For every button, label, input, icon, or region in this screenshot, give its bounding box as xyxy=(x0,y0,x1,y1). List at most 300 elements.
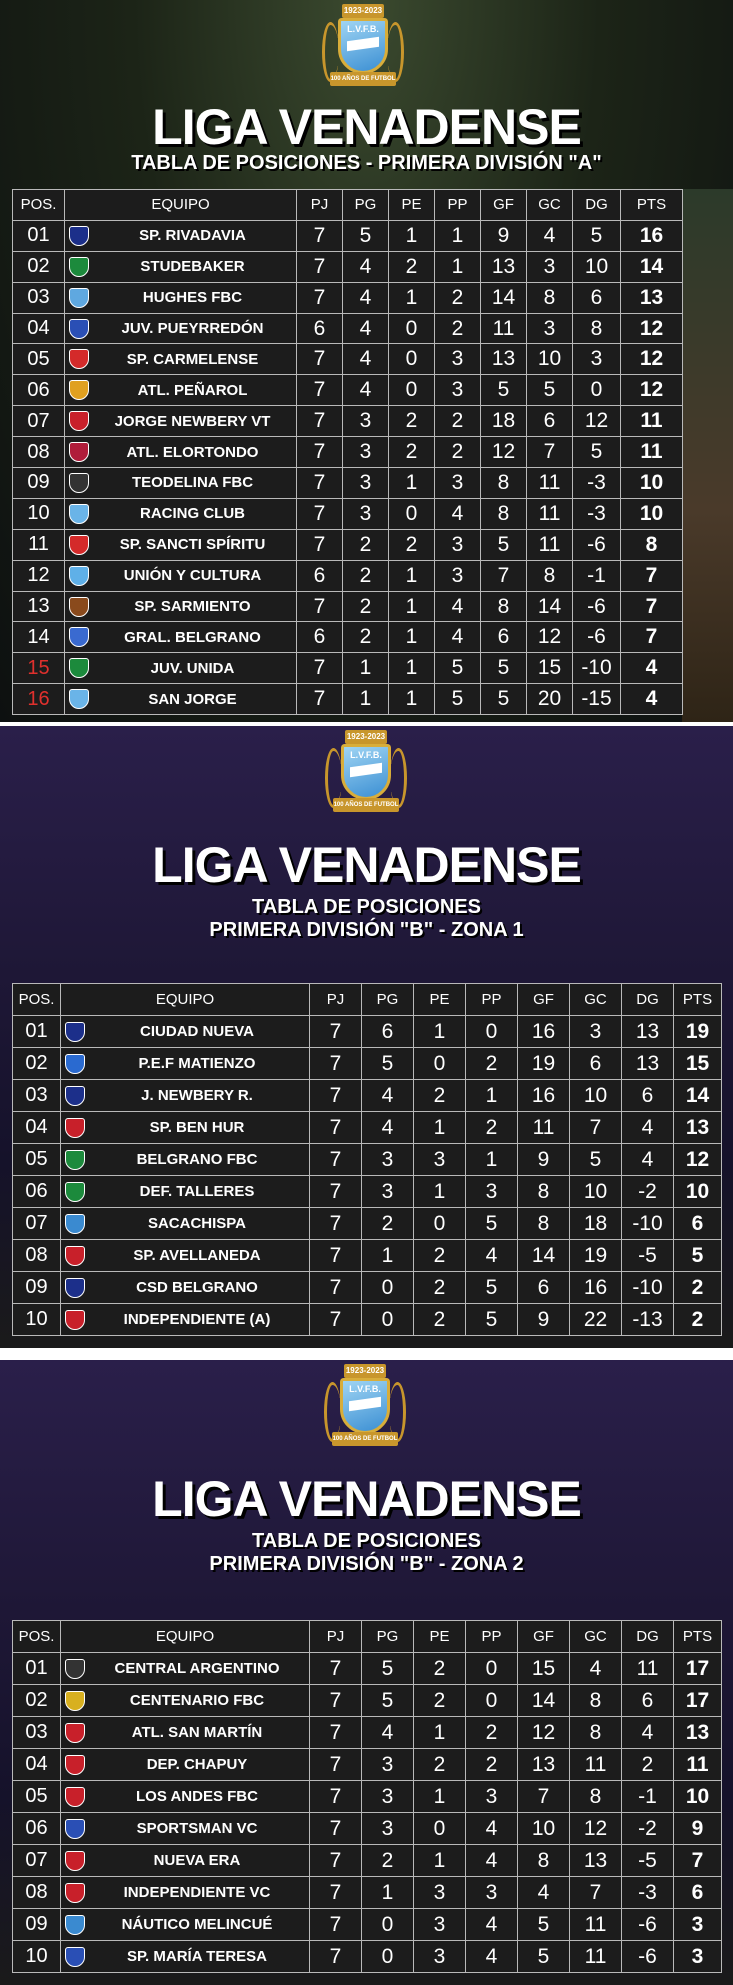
pts-cell: 7 xyxy=(621,591,683,622)
gc-cell: 11 xyxy=(570,1749,622,1781)
pj-cell: 7 xyxy=(310,1877,362,1909)
team-crest-icon xyxy=(65,1022,85,1042)
pg-cell: 0 xyxy=(362,1909,414,1941)
position-cell: 14 xyxy=(13,622,65,653)
dg-cell: -5 xyxy=(622,1845,674,1877)
team-cell xyxy=(61,1685,310,1717)
pe-cell: 1 xyxy=(389,622,435,653)
position-cell: 03 xyxy=(13,1717,61,1749)
pe-cell: 2 xyxy=(414,1653,466,1685)
dg-cell: -13 xyxy=(622,1304,674,1336)
pg-cell: 0 xyxy=(362,1941,414,1973)
pp-cell: 5 xyxy=(466,1208,518,1240)
gc-cell: 6 xyxy=(527,406,573,437)
team-crest-icon xyxy=(69,658,89,678)
pe-cell: 2 xyxy=(414,1080,466,1112)
team-name: JUV. UNIDA xyxy=(150,659,235,677)
pts-cell: 3 xyxy=(674,1941,722,1973)
team-name: DEF. TALLERES xyxy=(139,1183,255,1200)
logo-ribbon: 100 AÑOS DE FUTBOL xyxy=(330,72,396,86)
pj-cell: 7 xyxy=(310,1080,362,1112)
gc-cell: 13 xyxy=(570,1845,622,1877)
pe-cell: 1 xyxy=(389,591,435,622)
position-cell: 03 xyxy=(13,1080,61,1112)
table-row xyxy=(13,251,683,282)
team-cell xyxy=(61,1048,310,1080)
dg-cell: -1 xyxy=(573,560,621,591)
team-cell xyxy=(65,406,297,437)
team-name: HUGHES FBC xyxy=(142,289,243,307)
table-row xyxy=(13,1304,722,1336)
pp-cell: 0 xyxy=(466,1653,518,1685)
position-cell: 01 xyxy=(13,1653,61,1685)
gf-cell: 6 xyxy=(518,1272,570,1304)
column-header-pg: PG xyxy=(362,984,414,1016)
table-row xyxy=(13,1048,722,1080)
gf-cell: 13 xyxy=(481,344,527,375)
pe-cell: 0 xyxy=(389,344,435,375)
team-cell xyxy=(61,1749,310,1781)
team-name: CENTRAL ARGENTINO xyxy=(114,1660,280,1677)
gc-cell: 20 xyxy=(527,684,573,715)
position-cell: 10 xyxy=(13,1304,61,1336)
pe-cell: 0 xyxy=(389,498,435,529)
table-body xyxy=(13,1653,722,1973)
column-header-pe: PE xyxy=(414,1621,466,1653)
pe-cell: 0 xyxy=(414,1813,466,1845)
logo-ribbon: 100 AÑOS DE FUTBOL xyxy=(332,1432,398,1446)
position-cell: 05 xyxy=(13,344,65,375)
pts-cell: 12 xyxy=(621,313,683,344)
table-row xyxy=(13,1749,722,1781)
team-cell xyxy=(65,251,297,282)
gc-cell: 5 xyxy=(527,375,573,406)
column-header-equipo: EQUIPO xyxy=(61,1621,310,1653)
dg-cell: -3 xyxy=(622,1877,674,1909)
pg-cell: 2 xyxy=(343,560,389,591)
gc-cell: 10 xyxy=(570,1080,622,1112)
table-row xyxy=(13,1208,722,1240)
pg-cell: 5 xyxy=(362,1685,414,1717)
gc-cell: 8 xyxy=(527,282,573,313)
gc-cell: 11 xyxy=(527,498,573,529)
pg-cell: 6 xyxy=(362,1016,414,1048)
team-crest-icon xyxy=(65,1723,85,1743)
pj-cell: 7 xyxy=(297,684,343,715)
column-header-gc: GC xyxy=(527,190,573,221)
team-cell xyxy=(65,468,297,499)
team-name: J. NEWBERY R. xyxy=(141,1087,253,1104)
pe-cell: 3 xyxy=(414,1941,466,1973)
pe-cell: 1 xyxy=(414,1176,466,1208)
pp-cell: 1 xyxy=(435,220,481,251)
column-header-pj: PJ xyxy=(297,190,343,221)
gf-cell: 10 xyxy=(518,1813,570,1845)
gc-cell: 22 xyxy=(570,1304,622,1336)
team-name: STUDEBAKER xyxy=(140,258,245,276)
gf-cell: 12 xyxy=(481,437,527,468)
gc-cell: 15 xyxy=(527,653,573,684)
gc-cell: 3 xyxy=(570,1016,622,1048)
pg-cell: 5 xyxy=(343,220,389,251)
league-logo xyxy=(323,730,409,820)
position-cell: 02 xyxy=(13,1048,61,1080)
pe-cell: 2 xyxy=(389,437,435,468)
logo-letters: L.V.F.B. xyxy=(349,1384,381,1394)
pg-cell: 3 xyxy=(362,1144,414,1176)
pp-cell: 4 xyxy=(466,1845,518,1877)
team-crest-icon xyxy=(65,1819,85,1839)
team-crest-icon xyxy=(69,473,89,493)
pj-cell: 7 xyxy=(310,1941,362,1973)
gc-cell: 11 xyxy=(527,468,573,499)
pj-cell: 7 xyxy=(297,344,343,375)
column-header-pg: PG xyxy=(343,190,389,221)
pp-cell: 5 xyxy=(435,684,481,715)
team-cell xyxy=(65,313,297,344)
position-cell: 12 xyxy=(13,560,65,591)
team-cell xyxy=(61,1080,310,1112)
team-name: SP. MARÍA TERESA xyxy=(126,1948,268,1965)
table-row xyxy=(13,313,683,344)
table-row xyxy=(13,1272,722,1304)
column-header-pp: PP xyxy=(435,190,481,221)
team-cell xyxy=(61,1272,310,1304)
gf-cell: 14 xyxy=(518,1240,570,1272)
league-logo xyxy=(322,1364,408,1454)
pe-cell: 1 xyxy=(414,1717,466,1749)
pp-cell: 3 xyxy=(435,375,481,406)
pts-cell: 14 xyxy=(674,1080,722,1112)
pg-cell: 5 xyxy=(362,1048,414,1080)
gf-cell: 8 xyxy=(518,1845,570,1877)
dg-cell: 8 xyxy=(573,313,621,344)
pj-cell: 7 xyxy=(297,591,343,622)
team-cell xyxy=(65,375,297,406)
gc-cell: 10 xyxy=(527,344,573,375)
pg-cell: 0 xyxy=(362,1304,414,1336)
shield-icon xyxy=(341,744,391,800)
pts-cell: 10 xyxy=(621,498,683,529)
dg-cell: 11 xyxy=(622,1653,674,1685)
team-cell xyxy=(61,1144,310,1176)
gf-cell: 13 xyxy=(481,251,527,282)
pts-cell: 14 xyxy=(621,251,683,282)
position-cell: 15 xyxy=(13,653,65,684)
table-subtitle: TABLA DE POSICIONES xyxy=(252,1530,481,1552)
column-header-dg: DG xyxy=(573,190,621,221)
position-cell: 02 xyxy=(13,251,65,282)
team-cell xyxy=(65,560,297,591)
pp-cell: 5 xyxy=(466,1272,518,1304)
column-header-pe: PE xyxy=(414,984,466,1016)
team-cell xyxy=(65,282,297,313)
pe-cell: 0 xyxy=(389,375,435,406)
gf-cell: 4 xyxy=(518,1877,570,1909)
position-cell: 11 xyxy=(13,529,65,560)
pe-cell: 1 xyxy=(389,684,435,715)
pj-cell: 7 xyxy=(310,1845,362,1877)
team-cell xyxy=(65,591,297,622)
pg-cell: 4 xyxy=(343,344,389,375)
team-cell xyxy=(65,529,297,560)
pp-cell: 4 xyxy=(435,591,481,622)
dg-cell: -6 xyxy=(622,1909,674,1941)
dg-cell: 2 xyxy=(622,1749,674,1781)
table-row xyxy=(13,1653,722,1685)
dg-cell: -6 xyxy=(573,529,621,560)
team-name: INDEPENDIENTE VC xyxy=(123,1884,271,1901)
pe-cell: 1 xyxy=(389,560,435,591)
pj-cell: 6 xyxy=(297,313,343,344)
team-name: CSD BELGRANO xyxy=(136,1279,258,1296)
pe-cell: 2 xyxy=(414,1685,466,1717)
gf-cell: 5 xyxy=(481,529,527,560)
table-row xyxy=(13,282,683,313)
position-cell: 01 xyxy=(13,1016,61,1048)
table-row xyxy=(13,344,683,375)
pp-cell: 1 xyxy=(466,1080,518,1112)
position-cell: 02 xyxy=(13,1685,61,1717)
position-cell: 08 xyxy=(13,1240,61,1272)
table-subtitle-zone: PRIMERA DIVISIÓN "B" - ZONA 1 xyxy=(209,919,524,941)
team-name: JUV. PUEYRREDÓN xyxy=(121,320,264,337)
pe-cell: 1 xyxy=(389,468,435,499)
gf-cell: 6 xyxy=(481,622,527,653)
gf-cell: 14 xyxy=(481,282,527,313)
pp-cell: 4 xyxy=(466,1813,518,1845)
team-crest-icon xyxy=(65,1787,85,1807)
dg-cell: 5 xyxy=(573,437,621,468)
pe-cell: 1 xyxy=(414,1781,466,1813)
column-header-gf: GF xyxy=(518,1621,570,1653)
team-cell xyxy=(65,220,297,251)
team-cell xyxy=(61,1653,310,1685)
gc-cell: 3 xyxy=(527,313,573,344)
pg-cell: 4 xyxy=(362,1080,414,1112)
pg-cell: 1 xyxy=(343,653,389,684)
team-name: CIUDAD NUEVA xyxy=(140,1023,254,1040)
pp-cell: 3 xyxy=(466,1176,518,1208)
team-crest-icon xyxy=(69,319,89,339)
pp-cell: 3 xyxy=(435,468,481,499)
team-name: NUEVA ERA xyxy=(153,1852,241,1869)
gf-cell: 5 xyxy=(481,375,527,406)
table-body xyxy=(13,220,683,714)
column-header-gc: GC xyxy=(570,1621,622,1653)
team-crest-icon xyxy=(65,1118,85,1138)
team-cell xyxy=(65,684,297,715)
dg-cell: 5 xyxy=(573,220,621,251)
pg-cell: 3 xyxy=(362,1176,414,1208)
pts-cell: 13 xyxy=(674,1717,722,1749)
pg-cell: 2 xyxy=(343,622,389,653)
gf-cell: 11 xyxy=(518,1112,570,1144)
team-name: SPORTSMAN VC xyxy=(136,1820,258,1837)
dg-cell: 0 xyxy=(573,375,621,406)
position-cell: 13 xyxy=(13,591,65,622)
pts-cell: 5 xyxy=(674,1240,722,1272)
gc-cell: 8 xyxy=(527,560,573,591)
dg-cell: 10 xyxy=(573,251,621,282)
dg-cell: -15 xyxy=(573,684,621,715)
pe-cell: 0 xyxy=(414,1208,466,1240)
pts-cell: 11 xyxy=(621,406,683,437)
team-crest-icon xyxy=(69,504,89,524)
gc-cell: 7 xyxy=(570,1877,622,1909)
pe-cell: 1 xyxy=(389,220,435,251)
gf-cell: 19 xyxy=(518,1048,570,1080)
pg-cell: 4 xyxy=(343,375,389,406)
team-crest-icon xyxy=(65,1851,85,1871)
dg-cell: -3 xyxy=(573,498,621,529)
gf-cell: 14 xyxy=(518,1685,570,1717)
table-row xyxy=(13,468,683,499)
team-cell xyxy=(65,437,297,468)
pp-cell: 4 xyxy=(466,1240,518,1272)
gc-cell: 11 xyxy=(570,1909,622,1941)
dg-cell: -3 xyxy=(573,468,621,499)
pts-cell: 4 xyxy=(621,684,683,715)
gc-cell: 19 xyxy=(570,1240,622,1272)
position-cell: 10 xyxy=(13,1941,61,1973)
team-name: ATL. SAN MARTÍN xyxy=(131,1724,263,1741)
pg-cell: 3 xyxy=(362,1749,414,1781)
gc-cell: 4 xyxy=(570,1653,622,1685)
pts-cell: 4 xyxy=(621,653,683,684)
pp-cell: 2 xyxy=(435,406,481,437)
dg-cell: 4 xyxy=(622,1112,674,1144)
team-crest-icon xyxy=(65,1915,85,1935)
team-cell xyxy=(61,1016,310,1048)
pj-cell: 7 xyxy=(297,375,343,406)
league-title: LIGA VENADENSE xyxy=(152,837,581,893)
gc-cell: 11 xyxy=(527,529,573,560)
team-crest-icon xyxy=(69,257,89,277)
pe-cell: 1 xyxy=(389,282,435,313)
gf-cell: 16 xyxy=(518,1080,570,1112)
panel-primera-a xyxy=(0,0,733,722)
team-crest-icon xyxy=(65,1150,85,1170)
pe-cell: 0 xyxy=(414,1048,466,1080)
gc-cell: 6 xyxy=(570,1048,622,1080)
gf-cell: 5 xyxy=(481,653,527,684)
dg-cell: -10 xyxy=(573,653,621,684)
pp-cell: 1 xyxy=(435,251,481,282)
table-row xyxy=(13,653,683,684)
team-cell xyxy=(65,653,297,684)
table-row xyxy=(13,437,683,468)
pe-cell: 3 xyxy=(414,1144,466,1176)
dg-cell: 13 xyxy=(622,1048,674,1080)
gc-cell: 14 xyxy=(527,591,573,622)
team-crest-icon xyxy=(65,1278,85,1298)
pts-cell: 6 xyxy=(674,1208,722,1240)
team-name: JORGE NEWBERY VT xyxy=(114,412,271,430)
column-header-pg: PG xyxy=(362,1621,414,1653)
team-crest-icon xyxy=(69,349,89,369)
team-crest-icon xyxy=(69,411,89,431)
table-row xyxy=(13,1144,722,1176)
team-cell xyxy=(65,344,297,375)
pp-cell: 4 xyxy=(435,498,481,529)
position-cell: 04 xyxy=(13,313,65,344)
pts-cell: 10 xyxy=(674,1176,722,1208)
position-cell: 07 xyxy=(13,1208,61,1240)
dg-cell: 12 xyxy=(573,406,621,437)
column-header-equipo: EQUIPO xyxy=(65,190,297,221)
pts-cell: 11 xyxy=(621,437,683,468)
position-cell: 07 xyxy=(13,406,65,437)
team-crest-icon xyxy=(69,380,89,400)
team-name: SP. SARMIENTO xyxy=(134,598,251,616)
pe-cell: 0 xyxy=(389,313,435,344)
table-subtitle-zone: PRIMERA DIVISIÓN "B" - ZONA 2 xyxy=(209,1553,524,1575)
position-cell: 05 xyxy=(13,1144,61,1176)
pp-cell: 4 xyxy=(466,1909,518,1941)
pts-cell: 7 xyxy=(674,1845,722,1877)
gc-cell: 7 xyxy=(570,1112,622,1144)
column-header-pts: PTS xyxy=(674,984,722,1016)
team-crest-icon xyxy=(69,597,89,617)
gc-cell: 10 xyxy=(570,1176,622,1208)
dg-cell: 3 xyxy=(573,344,621,375)
team-cell xyxy=(61,1304,310,1336)
position-cell: 06 xyxy=(13,1813,61,1845)
pj-cell: 7 xyxy=(310,1653,362,1685)
pp-cell: 2 xyxy=(466,1717,518,1749)
position-cell: 16 xyxy=(13,684,65,715)
pp-cell: 2 xyxy=(435,282,481,313)
dg-cell: 6 xyxy=(622,1685,674,1717)
gf-cell: 15 xyxy=(518,1653,570,1685)
pp-cell: 1 xyxy=(466,1144,518,1176)
pp-cell: 0 xyxy=(466,1016,518,1048)
gf-cell: 8 xyxy=(481,591,527,622)
pj-cell: 7 xyxy=(297,468,343,499)
team-cell xyxy=(61,1717,310,1749)
gf-cell: 16 xyxy=(518,1016,570,1048)
gf-cell: 9 xyxy=(481,220,527,251)
team-crest-icon xyxy=(65,1947,85,1967)
position-cell: 04 xyxy=(13,1749,61,1781)
pe-cell: 3 xyxy=(414,1909,466,1941)
pg-cell: 1 xyxy=(343,684,389,715)
pj-cell: 7 xyxy=(297,282,343,313)
pj-cell: 7 xyxy=(310,1144,362,1176)
team-crest-icon xyxy=(65,1755,85,1775)
pp-cell: 0 xyxy=(466,1685,518,1717)
position-cell: 04 xyxy=(13,1112,61,1144)
pe-cell: 2 xyxy=(414,1272,466,1304)
dg-cell: 6 xyxy=(622,1080,674,1112)
pp-cell: 3 xyxy=(435,560,481,591)
pts-cell: 17 xyxy=(674,1653,722,1685)
gf-cell: 9 xyxy=(518,1304,570,1336)
pj-cell: 7 xyxy=(297,529,343,560)
column-header-dg: DG xyxy=(622,984,674,1016)
table-header-row xyxy=(13,190,683,221)
table-row xyxy=(13,1112,722,1144)
column-header-gc: GC xyxy=(570,984,622,1016)
team-name: SP. BEN HUR xyxy=(149,1119,245,1136)
column-header-pos: POS. xyxy=(13,190,65,221)
pg-cell: 2 xyxy=(343,591,389,622)
team-name: GRAL. BELGRANO xyxy=(124,628,261,646)
standings-table-b-zona-1 xyxy=(12,983,722,1336)
team-name: LOS ANDES FBC xyxy=(136,1788,258,1805)
position-cell: 06 xyxy=(13,375,65,406)
